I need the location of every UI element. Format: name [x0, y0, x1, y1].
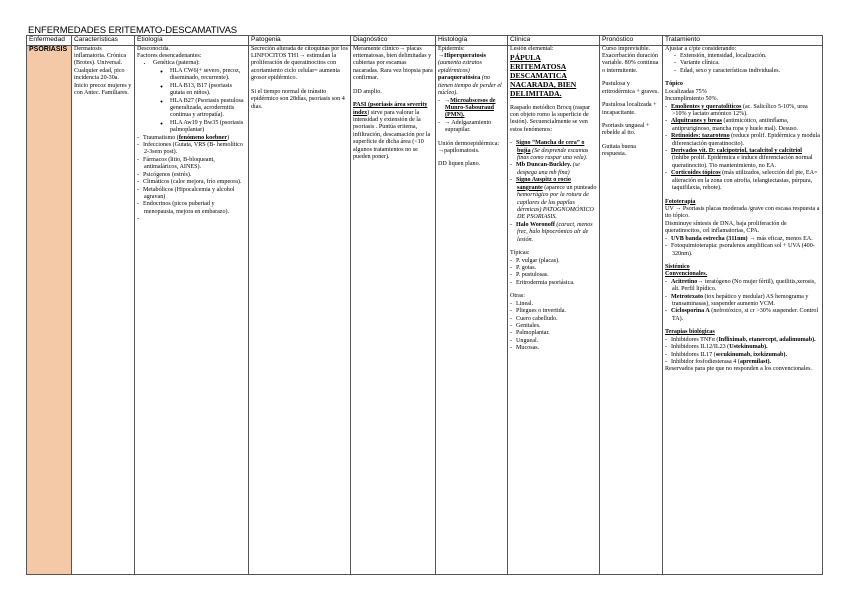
etiologia-factores-list: [137, 135, 246, 224]
foto-item: - Fotoquimioterapia: psoralenos amplifican sol + UVA (400-320nm).: [672, 243, 820, 258]
header-diagnostico: Diagnóstico: [351, 36, 436, 46]
topico-text: Localizadas 75%: [665, 88, 707, 95]
topico-label: Retinoides: tazaroteno: [671, 133, 730, 140]
topico-desc: (antimicótico, antiinflama, antipruriginoso, mancha ropa y huele mal). Desuso.: [672, 118, 799, 132]
bio-drugs: Infliximab, etanercept, adalimumab).: [718, 336, 816, 343]
reservados-text: Reservados para pte que no responden a los convencionales.: [665, 366, 813, 373]
topico-desc: (más utilizados, selección del pte, EA= alteración en la zona con atrofia, telangiectasias, púrpura, taquifilaxia, rebote).: [672, 170, 818, 192]
arrow-icon: →: [444, 119, 451, 126]
bio-desc: Inhibidores IL12/IL23 (: [671, 344, 730, 351]
etiologia-genetica: [153, 60, 246, 134]
histologia-item: [445, 98, 505, 120]
drug-desc: (tox hepático y medular) AS hemograma y transaminasas), suspender aumento VCM.: [672, 293, 809, 308]
uvb-desc: más eficaz, menos EA.: [755, 235, 813, 242]
header-patogenia: Patogenia: [249, 36, 351, 46]
header-caracteristicas: Características: [72, 36, 135, 46]
pronostico-text: Pustulosa localizada + incapacitante.: [602, 102, 657, 116]
histologia-hiper: [438, 53, 505, 75]
histologia-union: [438, 141, 505, 156]
signo-item: [517, 177, 597, 222]
pasi-text: PASI (psoriasis área severity index: [353, 102, 428, 116]
topico-item: [672, 133, 820, 148]
sistemico-item: [672, 308, 820, 323]
uvb-label: UVB banda estrecha (311nm): [671, 235, 748, 242]
drug-desc: (nefrotóxico, si cr >30% suspender. Control TA).: [672, 308, 819, 322]
pronostico-text: Pustulosa y eritrodérmica + graves.: [602, 81, 659, 95]
histologia-dd: DD liquen plano.: [438, 161, 481, 168]
disease-name-cell: PSORIASIS: [27, 45, 72, 574]
criterios-list: [665, 53, 820, 75]
diagnostico-text: placas eritematosas, bien delimitadas y cubiertas por escamas nacaradas. Rara vez biopsia para confirmar.: [353, 45, 433, 82]
psoriasis-row: [27, 45, 823, 574]
topico-label: Derivados vit. D: calcipotriol, tacalcitol y calcitriol: [671, 148, 802, 155]
sistemico-heading: Sistémico: [665, 263, 690, 270]
histologia-cell: [436, 45, 508, 574]
biologica-item: [672, 359, 820, 366]
patogenia-p2: Si el tiempo normal de tránsito epidérmico son 28días, psoriasis son 4 días.: [251, 88, 345, 110]
bio-desc: Inhibidor fosfodiesterasa 4 (: [671, 359, 740, 366]
histologia-item: [445, 120, 505, 135]
diagnostico-cell: [351, 45, 436, 574]
header-enfermedad: Enfermedad: [27, 36, 72, 46]
fototerapia-text: Disminuye síntesis de DNA, baja proliferación de queratinocitos, cel inflamatorias, CPA.: [665, 220, 787, 235]
signo-note: (caract, menos frec, halo hipocrómico alr de lesión.: [517, 221, 593, 243]
caracteristicas-text: Dermatosis inflamatoria. Crónica (Brotes). Universal. Cualquier edad, pico incidencia 20-30a. Inicio precoz mujeres y con Antec. Familiares.: [74, 45, 132, 97]
topico-desc: (inhibe prolif. Epidérmica e induce diferenciación normal queratinocito). Tto mantenimiento, no EA.: [672, 155, 813, 169]
etiologia-genetica-list: [137, 60, 246, 134]
convencionales-heading: Convencionales.: [665, 271, 708, 278]
munro-text: Microabscesos de Munro-Sabouraud (PMN).: [445, 97, 496, 119]
etiologia-desconocida: Desconocida.: [137, 45, 170, 52]
signo-label: Halo Woronoff: [516, 221, 555, 228]
drug-label: Ciclosporina A: [671, 308, 710, 315]
pronostico-text: Psoriasis ungueal + rebelde al tto.: [602, 122, 650, 137]
topico-desc: (reduce prolif. Epidérmica y modula diferenciación queratinocito).: [672, 133, 820, 147]
otras-label: Otras:: [510, 293, 525, 300]
sistemicos-list: [665, 279, 820, 324]
patogenia-text: Secreción alterada de citoquinas por los LINFOCITOS TH1: [251, 45, 348, 59]
tipica-item: - Eritrodermia psoriásica.: [517, 280, 597, 287]
fototerapia-text: [665, 206, 820, 221]
adelgazamiento-text: Adelgazamiento suprapilar.: [445, 119, 492, 134]
bio-drugs: apremilast).: [739, 359, 772, 366]
diagnostico-p2: DD amplio.: [353, 88, 382, 95]
raspado-text: Raspado metódico Brocq (raspar con objeto romo la superficie de lesión). Secuencialmente se ven estos fenómenos:: [510, 104, 591, 133]
sistemico-item: [672, 279, 820, 294]
arrow-icon: →: [398, 45, 405, 52]
union-text: Unión dermoepidérmica:: [438, 140, 500, 147]
hla-item: ◦ HLA B13, B17 (psoriasis gutata en niños).: [170, 83, 246, 98]
genetica-label: Genética (paterna):: [153, 60, 200, 67]
tipica-item: - P. pustulosas.: [517, 272, 597, 279]
otra-item: - Genitales.: [517, 323, 597, 330]
factor-item: - Fármacos (litio, B-bloqueant, antimaláricos, AINES).: [144, 157, 246, 172]
bio-desc: Inhibidores TNFα (: [671, 336, 719, 343]
patogenia-cell: [249, 45, 351, 574]
factor-item: - Metabólicos (Hipocalcemia y alcohol agravan): [144, 187, 246, 202]
histologia-note: (no tienen tiempo de perder el núcleo).: [438, 75, 502, 97]
diagnostico-p1: [353, 46, 433, 83]
topico-text: Incumplimiento 50%.: [665, 96, 719, 103]
caracteristicas-cell: [72, 45, 135, 574]
biologicas-list: [665, 337, 820, 367]
signo-note: (Se desprende escamas finas como raspar una vela).: [517, 147, 589, 162]
topico-desc: (ac. Salicílico 5-10%, urea >10% y lactato amónico 12%).: [672, 103, 808, 117]
topico-label: Emolientes y queratolíticos: [671, 103, 742, 110]
factor-item: - Endocrinos (picos pubertad y menopausia, mejora en embarazo).: [144, 201, 246, 216]
foto-item: [672, 236, 820, 243]
hla-item: ◦ HLA B27 (Psoriasis pustulosa generalizada, acrodermitis continua y artropatía).: [170, 98, 246, 120]
histologia-para: [438, 75, 505, 97]
signo-item: [517, 222, 597, 244]
otra-item: - Pliegues o invertida.: [517, 308, 597, 315]
hla-item: ◦ HLA Aw19 y Bw35 (psoriasis palmoplantar): [170, 120, 246, 135]
histologia-list: [438, 98, 505, 135]
foto-text: UV: [665, 206, 674, 212]
clinica-lesion-label: Lesión elemental:: [510, 45, 554, 52]
pronostico-cell: [600, 45, 663, 574]
clinica-cell: [508, 45, 600, 574]
diagnostico-text: ) sirve para valorar la intensidad y extensión de la psoriasis . Puntúa eritema, infiltración, descamación por la superficie de dicha área (<10 algunos tratamientos no se pueden poner).: [353, 109, 431, 161]
fototerapia-heading: Fototerapia: [665, 198, 696, 205]
koebner-text: fenómeno koebner: [178, 134, 228, 141]
factor-item: [144, 135, 246, 142]
tipica-item: - P. vulgar (placas).: [517, 258, 597, 265]
paraqueratosica-text: paraqueratósica: [438, 75, 481, 82]
hla-item: ◦ HLA CW6(+ severo, precoz, diseminado, recurrente).: [170, 68, 246, 83]
arrow-icon: →: [299, 52, 306, 59]
disease-table: [26, 35, 823, 575]
papula-text: PÁPULA ERITEMATOSA DESCAMATICA NACARADA, BIEN DELIMITADA.: [510, 52, 577, 99]
sistemico-item: [672, 294, 820, 309]
topico-item: [672, 170, 820, 192]
hla-list: [153, 68, 246, 135]
topico-label: Corticoides tópicos: [671, 170, 721, 177]
hiperqueratosis-text: Hiperqueratosis: [444, 52, 486, 59]
arrow-icon: →: [697, 278, 704, 285]
papilomatosis-text: papilomatosis.: [444, 148, 480, 155]
drug-label: Metrotexato: [671, 293, 704, 300]
signo-label: Signo Auspitz o rocío sangrante: [516, 177, 571, 191]
criterio-item: - Edad, sexo y características individuales.: [681, 68, 820, 75]
arrow-icon: →: [438, 52, 445, 59]
header-tratamiento: Tratamiento: [663, 36, 823, 46]
arrow-icon: →: [444, 97, 451, 104]
signo-label: Mb Duncan-Buckley.: [516, 162, 572, 169]
arrow-icon: →: [675, 206, 682, 212]
histologia-note: (aumenta estratos epidérmicos): [438, 60, 482, 74]
otra-item: - Ungueal.: [517, 338, 597, 345]
pronostico-text: Curso imprevisible. Exacerbación duración variable. 80% continua o intermitente.: [602, 45, 659, 74]
otras-list: [510, 301, 597, 353]
factor-item: - Infecciones (Gutata, VRS (B- hemolítico 2-3sem post).: [144, 142, 246, 157]
topicos-list: [665, 104, 820, 193]
signo-note: (se despega una mb fina): [517, 162, 580, 176]
tipicas-label: Típicas:: [510, 250, 530, 257]
signo-note: hemorrágico por la rotura de capilares de las papilas dérmicas) PATOGNOMÓNICO DE PSORIASIS.: [517, 192, 594, 221]
signo-text: (aparece un punteado: [544, 184, 597, 191]
otra-item: - Cuero cabelludo.: [517, 316, 597, 323]
header-clinica: Clínica: [508, 36, 600, 46]
tipica-item: - P. gotas.: [517, 265, 597, 272]
topico-label: Alquitranes y breas: [671, 118, 723, 125]
factor-item-empty: [144, 216, 246, 223]
factor-item: - Psicógenos (estrés).: [144, 172, 246, 179]
topico-heading: Tópico: [665, 81, 683, 88]
factor-item: - Climáticos (calor mejora, frío empeora).: [144, 179, 246, 186]
diagnostico-text: Meramente clínico: [353, 45, 399, 52]
arrow-icon: →: [749, 235, 756, 242]
patogenia-text: estimulan la proliferación de queratinocitos con acortamiento ciclo celular= aumenta grosor epidérmico.: [251, 52, 340, 82]
diagnostico-p3: [353, 102, 433, 161]
bio-desc: Inhibidores IL17 (: [671, 351, 716, 358]
document-title: ENFERMEDADES ERITEMATO-DESCAMATIVAS: [28, 25, 238, 36]
header-histologia: Histología: [436, 36, 508, 46]
trauma-close: ): [227, 134, 230, 141]
criterio-item: - Variante clínica.: [681, 60, 820, 67]
biologicas-heading: Terapias biológicas: [665, 329, 715, 336]
header-row: [27, 36, 823, 46]
histologia-intro: Epidermis:: [438, 45, 465, 52]
etiologia-cell: [135, 45, 249, 574]
trauma-text: Traumatismo (: [143, 134, 179, 141]
header-etiologia: Etiología: [135, 36, 249, 46]
bio-drugs: secukinumab, ixekizumab).: [715, 351, 787, 358]
topico-item: [672, 148, 820, 170]
otra-item: - Lineal.: [517, 301, 597, 308]
tratamiento-intro: Ajustar a c/pte considerando:: [665, 45, 737, 52]
topico-item: [672, 118, 820, 133]
tratamiento-cell: [663, 45, 823, 574]
pronostico-text: Guttata buena respuesta.: [602, 143, 637, 158]
drug-desc: teratógeno (No mujer fértil), queilitis,xerosis, alt. Perfil lipídico.: [672, 278, 816, 293]
otra-item: - Mucosas.: [517, 345, 597, 352]
etiologia-factores: Factores desencadenantes:: [137, 52, 202, 59]
bio-drugs: Ustekinumab).: [729, 344, 768, 351]
tipicas-list: [510, 258, 597, 288]
topico-item: [672, 104, 820, 119]
signo-item: [517, 162, 597, 177]
biologica-item: [672, 344, 820, 351]
signo-item: [517, 140, 597, 162]
signo-label: Signo “Mancha de cera” o bujía: [516, 140, 585, 154]
patogenia-p1: [251, 46, 348, 83]
criterio-item: - Extensión, intensidad, localización.: [681, 53, 820, 60]
arrow-icon: →: [438, 148, 445, 155]
otra-item: - Palmoplantar.: [517, 330, 597, 337]
signos-list: [510, 140, 597, 244]
biologica-item: [672, 352, 820, 359]
drug-label: Acitretino: [671, 278, 698, 285]
foto-text: Psoriasis placas moderada /grave con escasa respuesta a tto tópico.: [665, 206, 820, 220]
fototerapia-list: [665, 236, 820, 258]
header-pronostico: Pronóstico: [600, 36, 663, 46]
